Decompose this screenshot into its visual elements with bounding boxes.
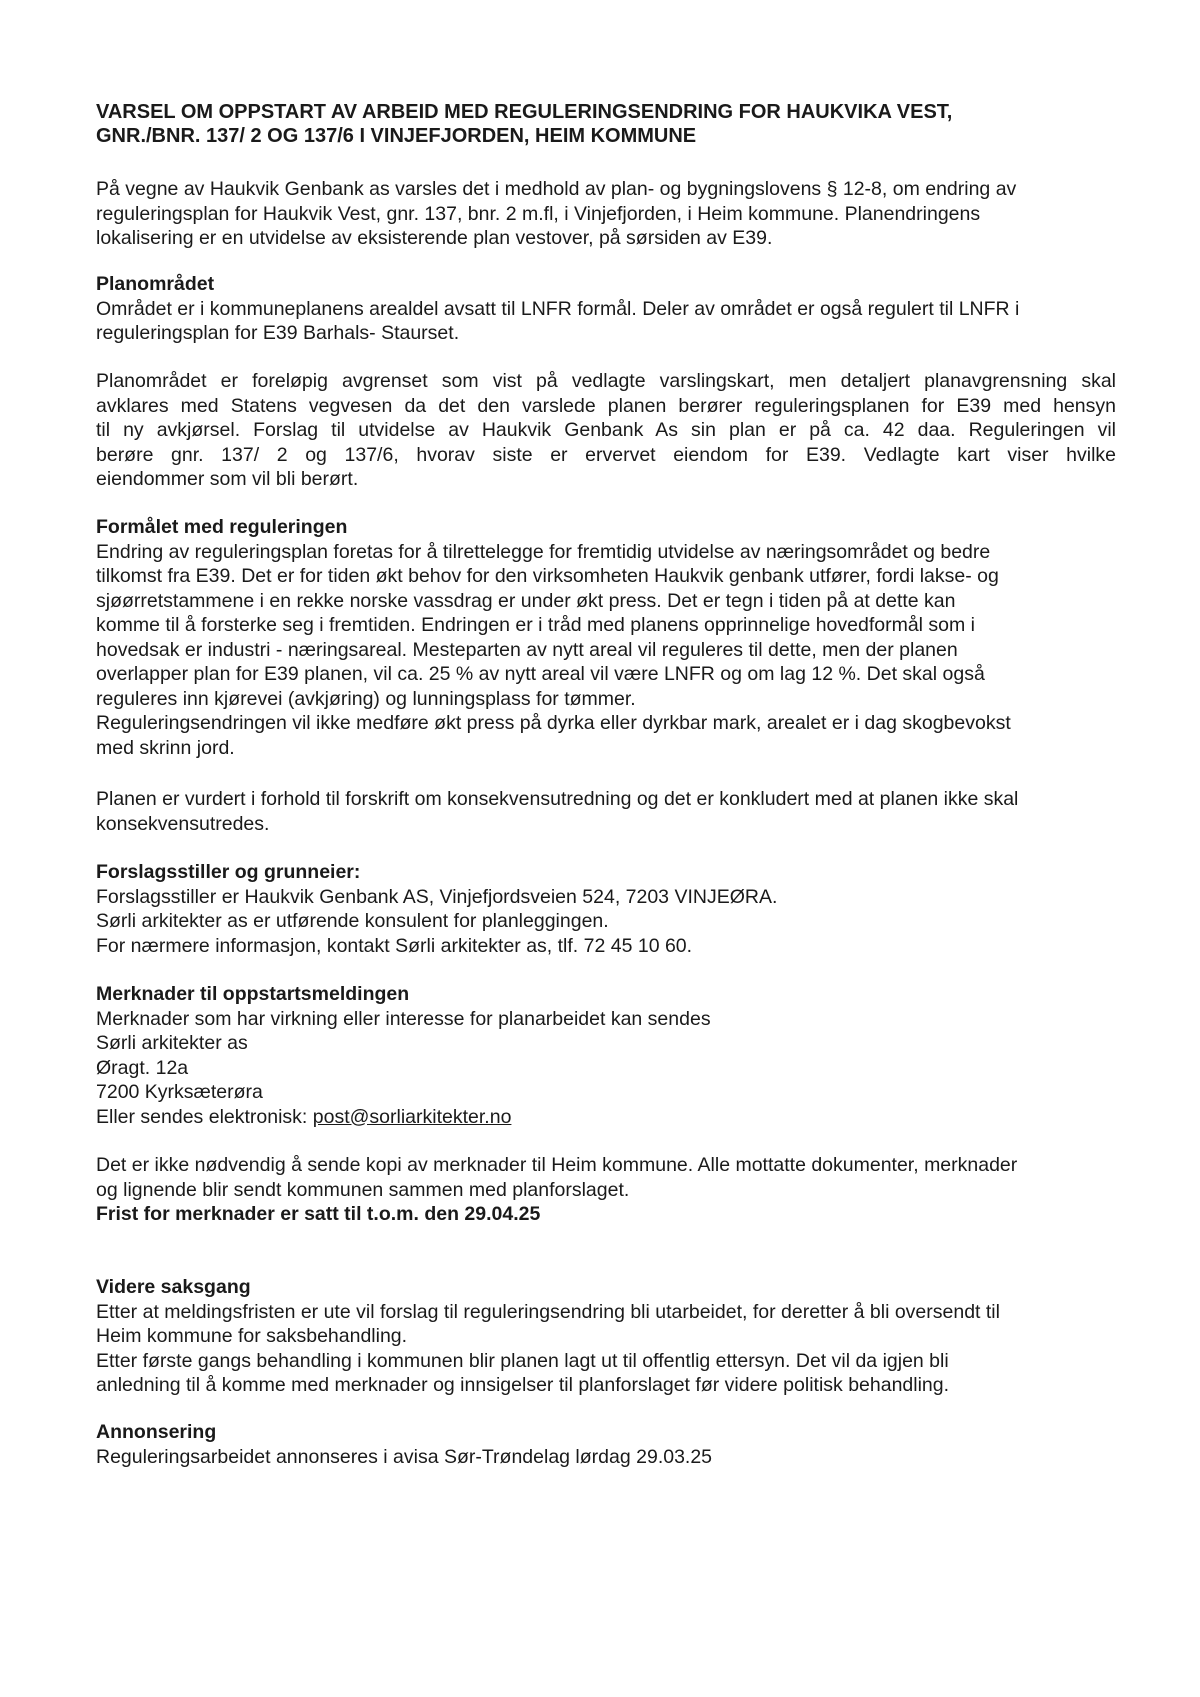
paragraph-line: komme til å forsterke seg i fremtiden. Endringen er i tråd med planens opprinnelige hovedformål som i	[96, 614, 976, 636]
formalet-paragraph-2	[96, 787, 1116, 836]
section-heading: Planområdet	[96, 273, 215, 295]
section-heading: Videre saksgang	[96, 1276, 251, 1298]
paragraph-line: Reguleringsarbeidet annonseres i avisa Sør-Trøndelag lørdag 29.03.25	[96, 1445, 713, 1468]
paragraph-line: Området er i kommuneplanens arealdel avsatt til LNFR formål. Deler av området er også regulert til LNFR i	[96, 297, 1020, 320]
paragraph-line: konsekvensutredes.	[96, 812, 270, 835]
paragraph-line: anledning til å komme med merknader og innsigelser til planforslaget før videre politisk behandling.	[96, 1374, 950, 1396]
section-heading: Formålet med reguleringen	[96, 516, 348, 538]
section-heading: Merknader til oppstartsmeldingen	[96, 983, 410, 1005]
address-line: Øragt. 12a	[96, 1056, 189, 1079]
document-title	[96, 100, 1096, 148]
title-line-2: GNR./BNR. 137/ 2 OG 137/6 I VINJEFJORDEN, HEIM KOMMUNE	[96, 125, 697, 147]
email-link[interactable]: post@sorliarkitekter.no	[312, 1105, 512, 1128]
address-line: 7200 Kyrksæterøra	[96, 1081, 263, 1103]
title-line-1: VARSEL OM OPPSTART AV ARBEID MED REGULERINGSENDRING FOR HAUKVIKA VEST,	[96, 101, 953, 123]
intro-line: På vegne av Haukvik Genbank as varsles det i medhold av plan- og bygningslovens § 12-8, om endring av	[96, 178, 1017, 200]
paragraph-line: Sørli arkitekter as er utførende konsulent for planleggingen.	[96, 910, 609, 932]
paragraph-line: overlapper plan for E39 planen, vil ca. 25 % av nytt areal vil være LNFR og om lag 12 %. Det skal også	[96, 663, 985, 685]
section-heading: Forslagsstiller og grunneier:	[96, 861, 361, 883]
paragraph-line: Reguleringsendringen vil ikke medføre økt press på dyrka eller dyrkbar mark, arealet er i dag skogbevokst	[96, 712, 1011, 734]
section-heading: Annonsering	[96, 1421, 217, 1443]
section-annonsering	[96, 1420, 1116, 1469]
paragraph-line: Det er ikke nødvendig å sende kopi av merknader til Heim kommune. Alle mottatte dokumenter, merknader	[96, 1154, 1018, 1176]
paragraph-line: Etter at meldingsfristen er ute vil forslag til reguleringsendring bli utarbeidet, for deretter å bli oversendt til	[96, 1300, 1000, 1323]
paragraph-line: Endring av reguleringsplan foretas for å tilrettelegge for fremtidig utvidelse av næringsområdet og bedre	[96, 540, 991, 563]
paragraph-line: hovedsak er industri - næringsareal. Mesteparten av nytt areal vil reguleres til dette, men der planen	[96, 638, 958, 661]
paragraph-line: tilkomst fra E39. Det er for tiden økt behov for den virksomheten Haukvik genbank utfører, fordi lakse- og	[96, 565, 999, 587]
section-formalet	[96, 515, 1116, 760]
paragraph-line: Etter første gangs behandling i kommunen blir planen lagt ut til offentlig ettersyn. Det vil da igjen bli	[96, 1349, 949, 1372]
planomradet-paragraph-2	[96, 369, 1116, 492]
section-videre	[96, 1275, 1116, 1398]
paragraph-line: Planen er vurdert i forhold til forskrift om konsekvensutredning og det er konkludert med at planen ikke skal	[96, 788, 1019, 810]
paragraph-line: med skrinn jord.	[96, 736, 235, 759]
intro-line: lokalisering er en utvidelse av eksisterende plan vestover, på sørsiden av E39.	[96, 227, 773, 249]
intro-paragraph	[96, 177, 1116, 251]
merknader-paragraph-2	[96, 1153, 1116, 1227]
paragraph-line: til ny avkjørsel. Forslag til utvidelse av Haukvik Genbank As sin plan er på ca. 42 daa. Reguleringen vil	[96, 419, 1116, 441]
paragraph-line: Planområdet er foreløpig avgrenset som vist på vedlagte varslingskart, men detaljert planavgrensning skal	[96, 370, 1116, 392]
deadline-text: Frist for merknader er satt til t.o.m. den 29.04.25	[96, 1203, 541, 1225]
paragraph-line: Heim kommune for saksbehandling.	[96, 1325, 408, 1347]
paragraph-line: avklares med Statens vegvesen da det den varslede planen berører reguleringsplanen for E39 med hensyn	[96, 394, 1116, 417]
email-line	[96, 1105, 1116, 1130]
section-planomradet	[96, 272, 1116, 346]
paragraph-line: sjøørretstammene i en rekke norske vassdrag er under økt press. Det er tegn i tiden på at dette kan	[96, 589, 956, 612]
intro-line: reguleringsplan for Haukvik Vest, gnr. 137, bnr. 2 m.fl, i Vinjefjorden, i Heim kommune. Planendringens	[96, 202, 981, 225]
paragraph-line: eiendommer som vil bli berørt.	[96, 468, 359, 490]
address-line: Sørli arkitekter as	[96, 1032, 248, 1054]
paragraph-line: og lignende blir sendt kommunen sammen med planforslaget.	[96, 1178, 630, 1201]
paragraph-line: berøre gnr. 137/ 2 og 137/6, hvorav siste er ervervet eiendom for E39. Vedlagte kart viser hvilke	[96, 443, 1116, 466]
paragraph-line: reguleringsplan for E39 Barhals- Staurset.	[96, 322, 460, 344]
paragraph-line: Merknader som har virkning eller interesse for planarbeidet kan sendes	[96, 1007, 711, 1030]
paragraph-line: Forslagsstiller er Haukvik Genbank AS, Vinjefjordsveien 524, 7203 VINJEØRA.	[96, 885, 778, 908]
section-merknader	[96, 982, 1116, 1129]
section-forslagsstiller	[96, 860, 1116, 958]
paragraph-line: reguleres inn kjørevei (avkjøring) og lunningsplass for tømmer.	[96, 687, 636, 710]
email-prefix: Eller sendes elektronisk:	[96, 1105, 313, 1128]
paragraph-line: For nærmere informasjon, kontakt Sørli arkitekter as, tlf. 72 45 10 60.	[96, 934, 693, 957]
